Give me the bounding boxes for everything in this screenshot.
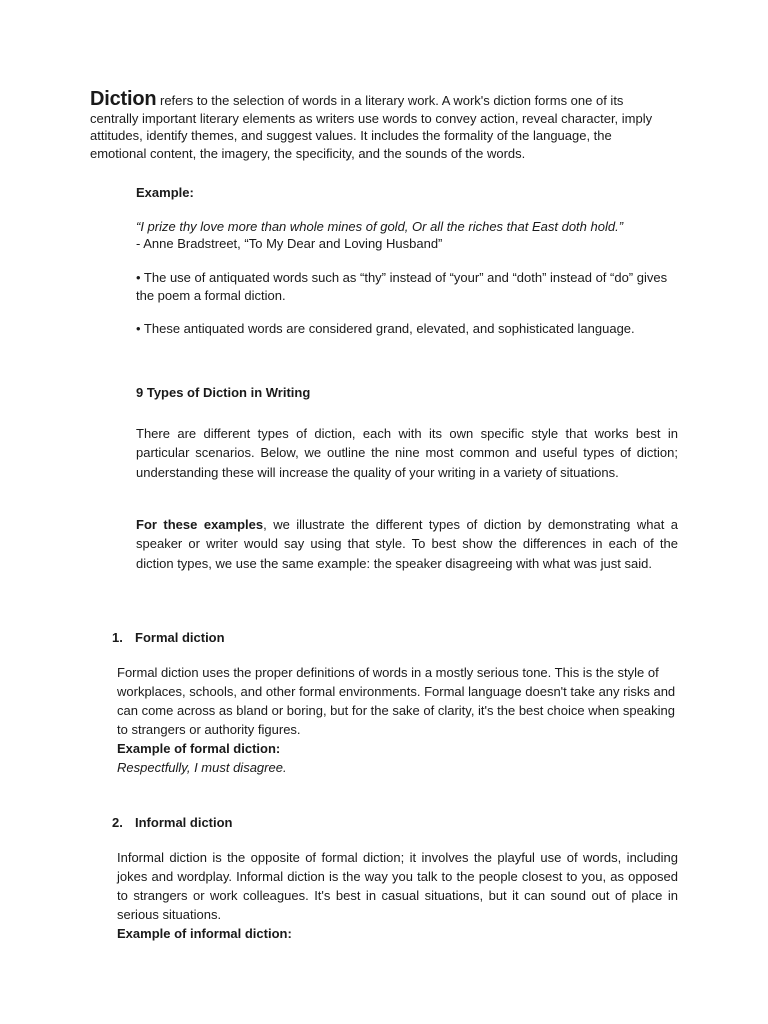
section-title: Formal diction — [135, 630, 225, 645]
example-heading: Example: — [136, 185, 194, 200]
section-example-label-formal: Example of formal diction: — [117, 741, 281, 756]
example-bullet-1: • The use of antiquated words such as “thy” instead of “your” and “doth” instead of “do” gives the poem a formal diction. — [136, 270, 668, 303]
types-heading: 9 Types of Diction in Writing — [136, 385, 311, 400]
intro-text: refers to the selection of words in a literary work. A work's diction forms one of its centrally important literary elements as writers use words to convey action, reveal character, imply attitudes, identify themes, and suggest values. It includes the formality of the language, the emotional content, the imagery, the specificity, and the sounds of the words. — [90, 93, 653, 161]
section-number: 1. — [112, 630, 123, 645]
example-quote: “I prize thy love more than whole mines of gold, Or all the riches that East doth hold.” — [136, 219, 624, 234]
section-title: Informal diction — [135, 815, 233, 830]
section-body-formal: Formal diction uses the proper definitions of words in a mostly serious tone. This is the style of workplaces, schools, and other formal environments. Formal language doesn't take any risks and can come across as bland or boring, but for the sake of clarity, it's the best choice when speaking to strangers or authority figures. — [117, 665, 676, 737]
section-body-informal: Informal diction is the opposite of formal diction; it involves the playful use of words, including jokes and wordplay. Informal diction is the way you talk to the people closest to you, as opposed to strangers or work colleagues. It's best in casual situations, but it can sound out of place in serious situations. — [117, 850, 678, 922]
example-bullet-2: • These antiquated words are considered grand, elevated, and sophisticated language. — [136, 321, 635, 336]
section-heading-informal — [112, 814, 233, 832]
types-paragraph: There are different types of diction, each with its own specific style that works best in particular scenarios. Below, we outline the nine most common and useful types of diction; understanding these will increase the quality of your writing in a variety of situations. — [136, 426, 678, 480]
section-heading-formal — [112, 629, 225, 647]
example-attribution: - Anne Bradstreet, “To My Dear and Loving Husband” — [136, 236, 443, 251]
section-example-label-informal: Example of informal diction: — [117, 926, 292, 941]
section-example-text-formal: Respectfully, I must disagree. — [117, 760, 287, 775]
section-number: 2. — [112, 815, 123, 830]
intro-paragraph — [90, 88, 665, 162]
examples-note-paragraph — [136, 515, 678, 573]
intro-lead-word: Diction — [90, 88, 157, 110]
examples-note-lead: For these examples — [136, 517, 264, 532]
examples-note-text: , we illustrate the different types of diction by demonstrating what a speaker or writer would say using that style. To best show the differences in each of the diction types, we use the same example: the speaker disagreeing with what was just said. — [136, 517, 679, 571]
